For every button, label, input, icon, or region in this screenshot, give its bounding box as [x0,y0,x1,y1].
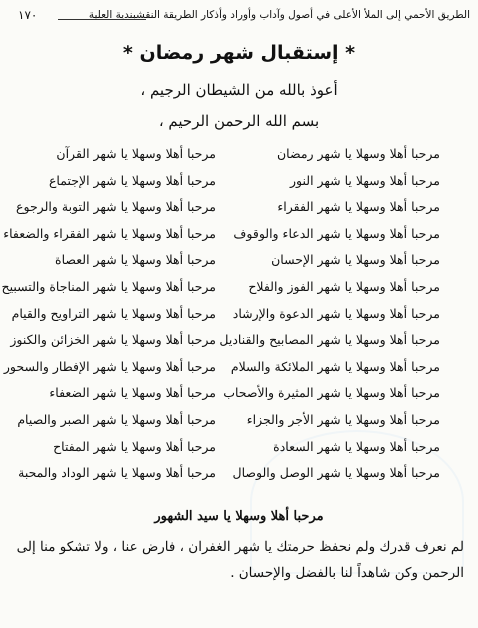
verse-right: مرحبا أهلا وسهلا يا شهر الدعوة والإرشاد [232,305,440,321]
verse-right: مرحبا أهلا وسهلا يا شهر الفقراء [277,199,440,215]
verse-row [0,276,478,303]
verse-left: مرحبا أهلا وسهلا يا شهر الإجتماع [48,172,216,188]
verse-row [0,462,478,489]
verse-left: مرحبا أهلا وسهلا يا شهر الضعفاء [49,385,216,401]
verse-row [0,223,478,250]
verse-row [0,436,478,463]
page-title: * إستقبال شهر رمضان * [122,42,356,64]
closing-paragraph: لم نعرف قدرك ولم نحفظ حرمتك يا شهر الغفران ، فارض عنا ، ولا تشكو منا إلى الرحمن وكن شاهداً لنا بالفضل والإحسان . [16,539,464,581]
verse-right: مرحبا أهلا وسهلا يا شهر رمضان [276,146,440,161]
verse-left: مرحبا أهلا وسهلا يا شهر التوبة والرجوع [16,199,216,215]
isti-adha-line: أعوذ بالله من الشيطان الرجيم ، [140,81,338,99]
verse-right: مرحبا أهلا وسهلا يا شهر الأجر والجزاء [246,411,440,427]
verse-right: مرحبا أهلا وسهلا يا شهر الفوز والفلاح [248,278,440,294]
verse-right: مرحبا أهلا وسهلا يا شهر الإحسان [271,252,440,268]
verse-row [0,356,478,383]
verse-row [0,329,478,356]
verse-right: مرحبا أهلا وسهلا يا شهر النور [290,172,440,188]
verse-row [0,143,478,170]
verse-row [0,249,478,276]
verse-left: مرحبا أهلا وسهلا يا شهر الإفطار والسحور [3,358,216,374]
verse-right: مرحبا أهلا وسهلا يا شهر الدعاء والوقوف [233,225,440,241]
verse-right: مرحبا أهلا وسهلا يا شهر الوصل والوصال [232,465,440,481]
verse-row [0,409,478,436]
verse-left: مرحبا أهلا وسهلا يا شهر العصاة [55,252,216,268]
verse-right: مرحبا أهلا وسهلا يا شهر الملائكة والسلام [230,358,440,374]
verse-left: مرحبا أهلا وسهلا يا شهر الخزائن والكنوز [10,332,216,348]
header-rule [58,19,146,20]
verse-right: مرحبا أهلا وسهلا يا شهر المثيرة والأصحاب [223,385,440,401]
verse-row [0,382,478,409]
verse-left: مرحبا أهلا وسهلا يا شهر الوداد والمحبة [18,465,216,481]
closing-verse: مرحبا أهلا وسهلا يا سيد الشهور [154,509,324,524]
verse-left: مرحبا أهلا وسهلا يا شهر المفتاح [53,438,216,454]
verse-left: مرحبا أهلا وسهلا يا شهر التراويح والقيام [11,305,216,321]
verse-row [0,303,478,330]
verse-row [0,196,478,223]
page-number: ١٧٠ [18,8,38,22]
verse-left: مرحبا أهلا وسهلا يا شهر القرآن [56,146,216,161]
verse-left: مرحبا أهلا وسهلا يا شهر الفقراء والضعفاء [3,225,216,241]
verse-right: مرحبا أهلا وسهلا يا شهر المصابيح والقناديل [219,332,440,348]
verse-left: مرحبا أهلا وسهلا يا شهر المناجاة والتسبيح [1,278,216,294]
verse-right: مرحبا أهلا وسهلا يا شهر السعادة [273,438,440,454]
poem-verses [0,143,478,489]
verse-left: مرحبا أهلا وسهلا يا شهر الصبر والصيام [17,411,216,427]
basmala-line: بسم الله الرحمن الرحيم ، [158,112,320,130]
running-header: الطريق الأحمي إلى الملأ الأعلى في أصول وآداب وأوراد وأذكار الطريقة النقشبندية العلية [88,9,470,21]
verse-row [0,170,478,197]
